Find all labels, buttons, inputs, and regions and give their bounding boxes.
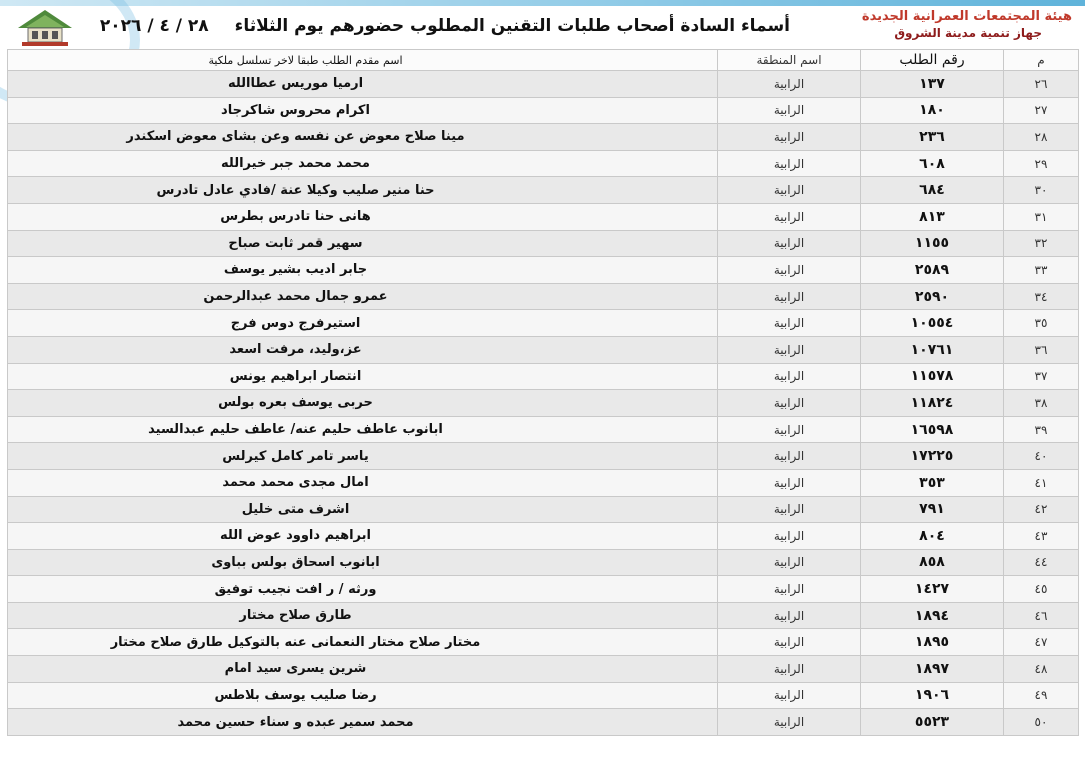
row-number: ٣٤ xyxy=(1004,283,1079,310)
row-number: ٣٠ xyxy=(1004,177,1079,204)
request-number: ٨١٣ xyxy=(861,203,1004,230)
table-row xyxy=(8,709,1079,736)
applicant-name: محمد سمير عبده و سناء حسين محمد xyxy=(8,709,718,736)
row-number: ٤٤ xyxy=(1004,549,1079,576)
row-number: ٤٩ xyxy=(1004,682,1079,709)
applicant-name: ياسر تامر كامل كيرلس xyxy=(8,443,718,470)
column-header-request: رقم الطلب xyxy=(861,50,1004,71)
applicant-name: حنا منير صليب وكيلا عنة /فادي عادل تادرس xyxy=(8,177,718,204)
table-row xyxy=(8,523,1079,550)
applicant-name: محمد محمد جبر خيرالله xyxy=(8,150,718,177)
row-number: ٣٨ xyxy=(1004,390,1079,417)
table-row xyxy=(8,602,1079,629)
zone-name: الرابية xyxy=(718,71,861,98)
agency-branch: جهاز تنمية مدينة الشروق xyxy=(894,26,1042,40)
row-number: ٣١ xyxy=(1004,203,1079,230)
table-row xyxy=(8,629,1079,656)
row-number: ٤٦ xyxy=(1004,602,1079,629)
row-number: ٢٨ xyxy=(1004,124,1079,151)
zone-name: الرابية xyxy=(718,549,861,576)
row-number: ٤٢ xyxy=(1004,496,1079,523)
table-row xyxy=(8,469,1079,496)
request-number: ٢٥٨٩ xyxy=(861,257,1004,284)
column-header-number: م xyxy=(1004,50,1079,71)
request-number: ٧٩١ xyxy=(861,496,1004,523)
request-number: ٢٣٦ xyxy=(861,124,1004,151)
table-row xyxy=(8,682,1079,709)
applicant-name: شرين يسرى سيد امام xyxy=(8,656,718,683)
row-number: ٤٣ xyxy=(1004,523,1079,550)
request-number: ٨٥٨ xyxy=(861,549,1004,576)
table-row xyxy=(8,150,1079,177)
table-row xyxy=(8,390,1079,417)
applicant-name: رضا صليب يوسف بلاطس xyxy=(8,682,718,709)
row-number: ٤٥ xyxy=(1004,576,1079,603)
zone-name: الرابية xyxy=(718,283,861,310)
applicant-name: امال مجدى محمد محمد xyxy=(8,469,718,496)
applicant-name: انتصار ابراهيم يونس xyxy=(8,363,718,390)
applicant-name: جابر اديب بشير يوسف xyxy=(8,257,718,284)
request-number: ٣٥٣ xyxy=(861,469,1004,496)
request-number: ١٠٥٥٤ xyxy=(861,310,1004,337)
table-row xyxy=(8,177,1079,204)
table-row xyxy=(8,416,1079,443)
zone-name: الرابية xyxy=(718,656,861,683)
table-row xyxy=(8,656,1079,683)
table-row xyxy=(8,97,1079,124)
request-number: ٦٠٨ xyxy=(861,150,1004,177)
table-row xyxy=(8,283,1079,310)
applicant-name: عمرو جمال محمد عبدالرحمن xyxy=(8,283,718,310)
zone-name: الرابية xyxy=(718,230,861,257)
zone-name: الرابية xyxy=(718,203,861,230)
applicant-name: ابراهيم داوود عوض الله xyxy=(8,523,718,550)
applicant-name: اكرام محروس شاكرجاد xyxy=(8,97,718,124)
zone-name: الرابية xyxy=(718,682,861,709)
applicant-name: حربى يوسف بعره بولس xyxy=(8,390,718,417)
title-text: أسماء السادة أصحاب طلبات التقنين المطلوب حضورهم يوم الثلاثاء xyxy=(234,16,790,36)
zone-name: الرابية xyxy=(718,336,861,363)
request-number: ٦٨٤ xyxy=(861,177,1004,204)
row-number: ٤٧ xyxy=(1004,629,1079,656)
zone-name: الرابية xyxy=(718,257,861,284)
row-number: ٣٦ xyxy=(1004,336,1079,363)
applicant-name: ابانوب اسحاق بولس بباوى xyxy=(8,549,718,576)
zone-name: الرابية xyxy=(718,629,861,656)
request-number: ٥٥٢٣ xyxy=(861,709,1004,736)
applicant-name: مينا صلاح معوض عن نفسه وعن بشاى معوض اسكندر xyxy=(8,124,718,151)
table-row xyxy=(8,363,1079,390)
request-number: ٢٥٩٠ xyxy=(861,283,1004,310)
table-row xyxy=(8,124,1079,151)
table-row xyxy=(8,443,1079,470)
applicants-table xyxy=(7,49,1079,736)
request-number: ١٦٥٩٨ xyxy=(861,416,1004,443)
row-number: ٢٦ xyxy=(1004,71,1079,98)
table-row xyxy=(8,336,1079,363)
row-number: ٤٨ xyxy=(1004,656,1079,683)
row-number: ٣٩ xyxy=(1004,416,1079,443)
row-number: ٣٥ xyxy=(1004,310,1079,337)
row-number: ٣٣ xyxy=(1004,257,1079,284)
zone-name: الرابية xyxy=(718,443,861,470)
table-row xyxy=(8,71,1079,98)
table-row xyxy=(8,549,1079,576)
request-number: ١٨٠ xyxy=(861,97,1004,124)
zone-name: الرابية xyxy=(718,709,861,736)
table-row xyxy=(8,203,1079,230)
column-header-zone: اسم المنطقة xyxy=(718,50,861,71)
zone-name: الرابية xyxy=(718,124,861,151)
applicant-name: ابانوب عاطف حليم عنه/ عاطف حليم عبدالسيد xyxy=(8,416,718,443)
applicant-name: مختار صلاح مختار النعمانى عنه بالتوكيل طارق صلاح مختار xyxy=(8,629,718,656)
applicant-name: ارميا موريس عطاالله xyxy=(8,71,718,98)
zone-name: الرابية xyxy=(718,416,861,443)
request-number: ١٨٩٤ xyxy=(861,602,1004,629)
zone-name: الرابية xyxy=(718,576,861,603)
row-number: ٤٠ xyxy=(1004,443,1079,470)
request-number: ١٩٠٦ xyxy=(861,682,1004,709)
zone-name: الرابية xyxy=(718,602,861,629)
agency-logo-icon xyxy=(14,8,76,48)
table-row xyxy=(8,310,1079,337)
applicant-name: اشرف متى خليل xyxy=(8,496,718,523)
agency-name: هيئة المجتمعات العمرانية الجديدة xyxy=(861,9,1072,24)
zone-name: الرابية xyxy=(718,390,861,417)
zone-name: الرابية xyxy=(718,150,861,177)
applicant-name: سهير قمر ثابت صباح xyxy=(8,230,718,257)
table-header-row xyxy=(8,50,1079,71)
top-accent-bar xyxy=(0,0,1085,6)
request-number: ١٤٢٧ xyxy=(861,576,1004,603)
request-number: ١١٥٥ xyxy=(861,230,1004,257)
table-row xyxy=(8,230,1079,257)
request-number: ٨٠٤ xyxy=(861,523,1004,550)
agency-header xyxy=(842,9,1072,41)
table-row xyxy=(8,496,1079,523)
request-number: ١٧٢٢٥ xyxy=(861,443,1004,470)
request-number: ١٨٩٥ xyxy=(861,629,1004,656)
zone-name: الرابية xyxy=(718,469,861,496)
applicant-name: استيرفرج دوس فرج xyxy=(8,310,718,337)
zone-name: الرابية xyxy=(718,523,861,550)
applicant-name: ورثه / ر افت نجيب توفيق xyxy=(8,576,718,603)
request-number: ١٨٩٧ xyxy=(861,656,1004,683)
zone-name: الرابية xyxy=(718,496,861,523)
applicant-name: هانى حنا تادرس بطرس xyxy=(8,203,718,230)
applicant-name: عز،وليد، مرفت اسعد xyxy=(8,336,718,363)
applicant-name: طارق صلاح مختار xyxy=(8,602,718,629)
request-number: ١٠٧٦١ xyxy=(861,336,1004,363)
row-number: ٣٧ xyxy=(1004,363,1079,390)
row-number: ٢٧ xyxy=(1004,97,1079,124)
request-number: ١٣٧ xyxy=(861,71,1004,98)
zone-name: الرابية xyxy=(718,177,861,204)
row-number: ٤١ xyxy=(1004,469,1079,496)
row-number: ٢٩ xyxy=(1004,150,1079,177)
zone-name: الرابية xyxy=(718,310,861,337)
table-body xyxy=(8,71,1079,736)
zone-name: الرابية xyxy=(718,97,861,124)
request-number: ١١٨٢٤ xyxy=(861,390,1004,417)
zone-name: الرابية xyxy=(718,363,861,390)
request-number: ١١٥٧٨ xyxy=(861,363,1004,390)
row-number: ٥٠ xyxy=(1004,709,1079,736)
table-row xyxy=(8,576,1079,603)
page-title xyxy=(99,16,790,46)
title-date: ٢٨ / ٤ / ٢٠٢٦ xyxy=(99,16,209,36)
row-number: ٣٢ xyxy=(1004,230,1079,257)
column-header-name: اسم مقدم الطلب طبقا لاخر تسلسل ملكية xyxy=(8,50,718,71)
table-row xyxy=(8,257,1079,284)
